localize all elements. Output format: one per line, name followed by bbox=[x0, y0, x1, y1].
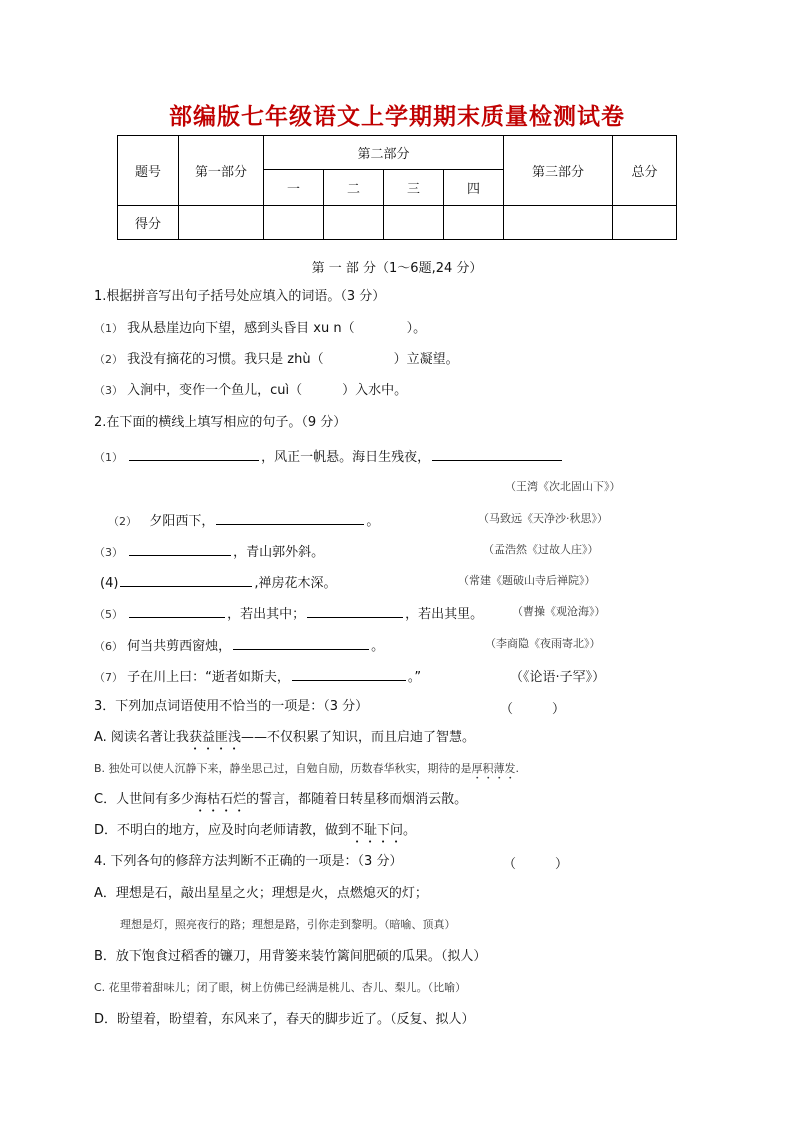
q3-option-d: D．不明白的地方，应及时向老师请教，做到不耻下问。 bbox=[94, 823, 417, 838]
answer-blank[interactable] bbox=[432, 446, 562, 461]
q4-option-d: D．盼望着，盼望着，东风来了，春天的脚步近了。（反复、拟人） bbox=[94, 1012, 475, 1027]
answer-blank[interactable] bbox=[129, 446, 259, 461]
q4-option-a-cont: 理想是灯，照亮夜行的路；理想是路，引你走到黎明。（暗喻、顶真） bbox=[120, 918, 456, 931]
exam-title: 部编版七年级语文上学期期末质量检测试卷 bbox=[169, 103, 625, 130]
score-table bbox=[117, 135, 677, 240]
score-cell[interactable] bbox=[179, 206, 264, 240]
q3-option-a: A. 阅读名著让我获益匪浅——不仅积累了知识，而且启迪了智慧。 bbox=[94, 730, 475, 745]
q2-source-3: （孟浩然《过故人庄》） bbox=[483, 543, 599, 556]
col-part2-sub: 三 bbox=[384, 170, 444, 206]
score-cell[interactable] bbox=[264, 206, 324, 240]
q3-stem: 3．下列加点词语使用不恰当的一项是：（3 分） bbox=[94, 699, 369, 714]
q3-answer-paren[interactable]: （ ） bbox=[500, 702, 566, 717]
score-cell[interactable] bbox=[444, 206, 504, 240]
q4-stem: 4. 下列各句的修辞方法判断不正确的一项是：（3 分） bbox=[94, 854, 403, 869]
col-part2-sub: 二 bbox=[324, 170, 384, 206]
q4-answer-paren[interactable]: （ ） bbox=[503, 857, 569, 872]
q1-item: （1） 我从悬崖边向下望，感到头昏目 xu n（ ）。 bbox=[94, 321, 427, 336]
col-total: 总分 bbox=[613, 136, 677, 206]
answer-blank[interactable] bbox=[120, 572, 252, 587]
q2-source-4: （常建《题破山寺后禅院》） bbox=[458, 574, 596, 587]
col-part2-sub: 四 bbox=[444, 170, 504, 206]
q4-option-a: A．理想是石，敲出星星之火；理想是火，点燃熄灭的灯； bbox=[94, 886, 428, 901]
answer-blank[interactable] bbox=[292, 666, 406, 681]
answer-blank[interactable] bbox=[129, 541, 231, 556]
answer-blank[interactable] bbox=[216, 510, 364, 525]
col-tihao: 题号 bbox=[118, 136, 179, 206]
row-score-label: 得分 bbox=[118, 206, 179, 240]
q4-option-c: C. 花里带着甜味儿；闭了眼，树上仿佛已经满是桃儿、杏儿、梨儿。（比喻） bbox=[94, 981, 467, 994]
score-cell[interactable] bbox=[504, 206, 613, 240]
q2-source-2: （马致远《天净沙·秋思》） bbox=[478, 512, 608, 525]
q4-option-b: B．放下饱食过稻香的镰刀，用背篓来装竹篱间肥硕的瓜果。（拟人） bbox=[94, 949, 487, 964]
col-part3: 第三部分 bbox=[504, 136, 613, 206]
score-cell[interactable] bbox=[324, 206, 384, 240]
score-cell[interactable] bbox=[613, 206, 677, 240]
answer-blank[interactable] bbox=[307, 603, 403, 618]
q1-item: （2） 我没有摘花的习惯。我只是 zhù（ ）立凝望。 bbox=[94, 352, 459, 367]
q2-line-5: （5） ，若出其中； ，若出其里。 bbox=[94, 603, 483, 624]
q1-item: （3） 入涧中，变作一个鱼儿，cuì（ ）入水中。 bbox=[94, 383, 408, 398]
q2-source-7: （《论语·子罕》） bbox=[510, 670, 606, 685]
q2-source-1: （王湾《次北固山下》） bbox=[505, 480, 621, 493]
col-part2: 第二部分 bbox=[264, 136, 504, 170]
col-part1: 第一部分 bbox=[179, 136, 264, 206]
answer-blank[interactable] bbox=[129, 603, 225, 618]
q2-stem: 2.在下面的横线上填写相应的句子。（9 分） bbox=[94, 415, 347, 430]
section-heading: 第 一 部 分（1～6题,24 分） bbox=[311, 261, 483, 276]
col-part2-sub: 一 bbox=[264, 170, 324, 206]
q2-source-5: （曹操《观沧海》） bbox=[512, 605, 606, 618]
q2-source-6: （李商隐《夜雨寄北》） bbox=[485, 637, 601, 650]
q2-line-4: (4) ,禅房花木深。 bbox=[100, 572, 337, 593]
q2-line-1: （1） ，风正一帆悬。海日生残夜， bbox=[94, 446, 564, 467]
q3-option-c: C．人世间有多少海枯石烂的誓言，都随着日转星移而烟消云散。 bbox=[94, 792, 468, 807]
score-cell[interactable] bbox=[384, 206, 444, 240]
q2-line-3: （3） ，青山郭外斜。 bbox=[94, 541, 324, 562]
q2-line-2: （2） 夕阳西下， 。 bbox=[108, 510, 379, 531]
q3-option-b: B. 独处可以使人沉静下来，静坐思己过，自勉自励，历数春华秋实，期待的是厚积薄发. bbox=[94, 762, 520, 775]
q2-line-6: （6） 何当共剪西窗烛， 。 bbox=[94, 635, 384, 656]
q1-stem: 1.根据拼音写出句子括号处应填入的词语。（3 分） bbox=[94, 289, 386, 304]
q2-line-7: （7） 子在川上曰：“逝者如斯夫， 。” bbox=[94, 666, 421, 687]
answer-blank[interactable] bbox=[233, 635, 369, 650]
